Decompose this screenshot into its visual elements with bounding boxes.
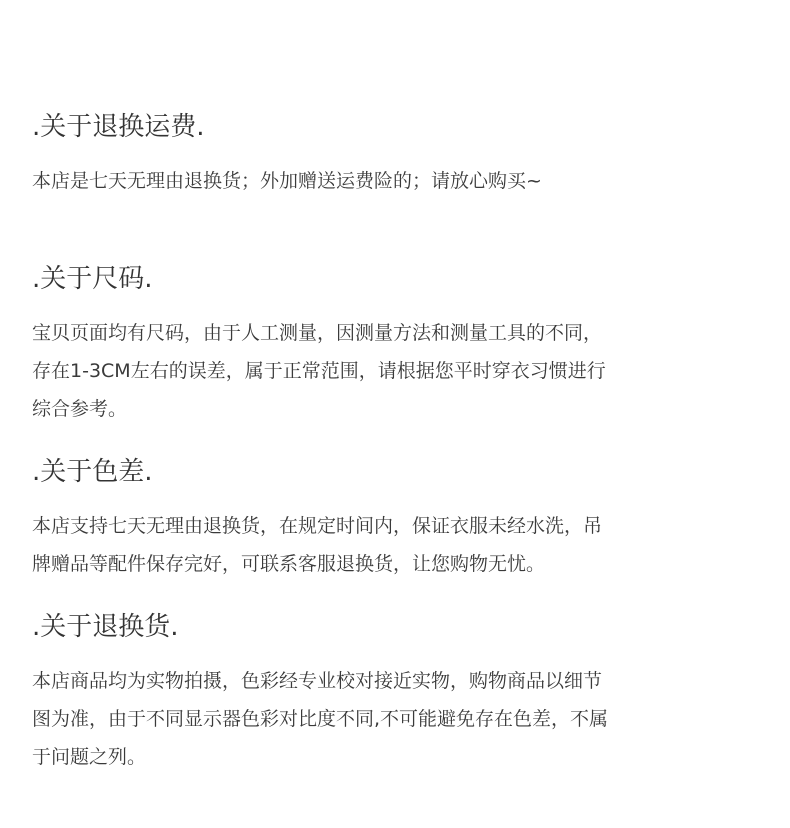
- body-line: 综合参考。: [32, 398, 128, 420]
- body-line: 本店支持七天无理由退换货，在规定时间内，保证衣服未经水洗，吊: [32, 515, 603, 537]
- section-title-color-difference: .关于色差.: [32, 457, 153, 487]
- section-title-return-shipping: .关于退换运费.: [32, 112, 205, 142]
- body-line: 于问题之列。: [32, 746, 147, 768]
- body-line: 本店商品均为实物拍摄，色彩经专业校对接近实物，购物商品以细节: [32, 670, 603, 692]
- section-title-size: .关于尺码.: [32, 264, 153, 294]
- body-line: 牌赠品等配件保存完好，可联系客服退换货，让您购物无忧。: [32, 553, 546, 575]
- section-body-returns: [32, 662, 760, 776]
- body-line: 宝贝页面均有尺码，由于人工测量，因测量方法和测量工具的不同，: [32, 322, 603, 344]
- section-title-returns: .关于退换货.: [32, 612, 179, 642]
- body-line: 本店是七天无理由退换货；外加赠送运费险的；请放心购买~: [32, 170, 542, 192]
- section-body-size: [32, 314, 760, 428]
- body-line: 图为准，由于不同显示器色彩对比度不同,不可能避免存在色差，不属: [32, 708, 609, 730]
- body-line: 存在1-3CM左右的误差，属于正常范围，请根据您平时穿衣习惯进行: [32, 360, 606, 382]
- section-body-color-difference: [32, 507, 760, 583]
- section-body-return-shipping: [32, 162, 760, 200]
